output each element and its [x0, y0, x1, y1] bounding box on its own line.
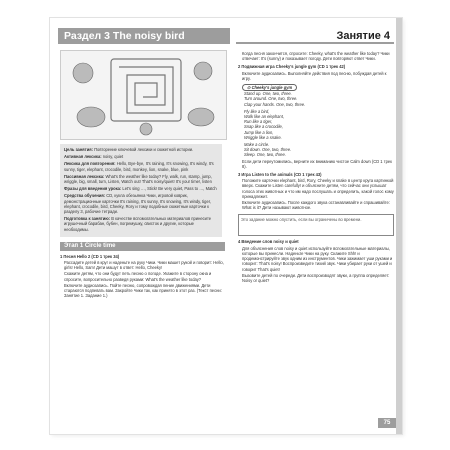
page-number: 75	[378, 418, 396, 428]
section-1-title: 1 Песня Hello 2 (CD 1 трек 34)	[60, 253, 120, 259]
intro-phrases-label: Фразы для введения урока:	[64, 186, 122, 192]
active-vocab-text: noisy, quiet	[102, 154, 124, 160]
active-vocab-label: Активная лексика:	[64, 154, 102, 160]
song-line: Stand up. One, two, three.	[244, 91, 292, 97]
preparation-label: Подготовка к занятию:	[64, 216, 111, 222]
song-lyrics	[244, 91, 394, 157]
review-vocab-label: Лексика для повторения:	[64, 161, 116, 167]
song-line: Sleep. One, two, three.	[244, 152, 286, 158]
stage-title: Этап 1 Circle time	[60, 242, 225, 251]
section-2-title: 2 Подвижная игра Cheeky's jungle gym (CD 1 трек 42)	[238, 64, 346, 70]
list-item: Скажите детям, что они будут петь песню о погоде. Укажите в сторону окна и спросите, вопросительно разведя руками: What's the weather like today?	[64, 271, 212, 282]
lesson-title: Занятие 4	[236, 28, 394, 44]
song-line: Fly like a bird,	[244, 108, 270, 114]
intro-phrases-text: Let's sing …, Stick! Be very quiet, Pass to …, Match	[122, 186, 217, 192]
song-line: Snap like a crocodile,	[244, 124, 283, 130]
list-item: Включите аудиозапись. После каждого звука останавливайте и спрашивайте: What is it? Дети называют животное.	[242, 200, 390, 211]
goal-text: Повторение ключевой лексики и сюжетной истории.	[94, 147, 194, 152]
list-item: Включите аудиозапись. Выполняйте действия под песню, побуждая детей к игру.	[242, 70, 387, 81]
cd-icon: ⊙	[247, 85, 251, 91]
list-item: Вызовите детей по очереди. Дети воспроизводят звуки, а группа определяет: Noisy or quiet?	[242, 272, 390, 283]
teacher-note-box: Это задание можно опустить, если вы ограничены во времени.	[238, 214, 394, 236]
right-column	[238, 50, 394, 284]
song-title	[242, 84, 297, 91]
maze-illustration	[60, 50, 227, 140]
materials-text: CD, кукла обезьянка Чики, игровой коврик, демонстрационные карточки It's raining, It's sunny, It's snowing, It's windy, tiger, elephant, crocodile, bird, Cheeky, Rory и тому подобные сюжетные карточки к разделу 3, рабочие тетради.	[64, 193, 212, 215]
materials-label: Средства обучения:	[64, 193, 106, 199]
passive-vocab-label: Пассивная лексика:	[64, 173, 105, 179]
list-item: Рассадите детей в круг и наденьте на руку Чики. Чики машет рукой и говорит: Hello, girls! Hello, Sam! Дети машут в ответ: Hello, Cheeky!	[64, 260, 224, 271]
section-3-title: 3 Игра Listen to the animals (CD 1 трек 43)	[238, 172, 322, 178]
page-edge-stripe	[396, 18, 402, 434]
song-line: Jump like a lion,	[244, 129, 274, 135]
unit-title: Раздел 3 The noisy bird	[58, 28, 230, 44]
song-line: Clap your hands. One, two, three.	[244, 101, 306, 107]
review-vocab-text: Hello, Bye-bye, It's raining, It's snowing, It's windy, It's sunny, tiger, elephant, crocodile, bird, monkey, lion, snake, blue, pink	[64, 161, 214, 172]
lesson-info-box	[60, 144, 222, 237]
maze-icon	[61, 51, 226, 139]
song-line: Turn around. One, two, three.	[244, 96, 298, 102]
list-item: Включите аудиозапись. Пойте песню, сопровождая пение движениями. Дети стараются подпевать вам. Закройте Чики так, как принято в этот раз. (Текст песни: Занятие 1. Задание 1.)	[64, 282, 222, 299]
left-column	[60, 50, 230, 299]
list-item: Положите карточки elephant, bird, Rory, Cheeky и snake в центр круга картинкой вверх. Скажите Listen carefully! и объясните детям, что сейчас они услышат голоса этих животных и что им надо послушать и определить, какой голос кому принадлежит.	[242, 178, 394, 199]
song-line: Make a circle.	[244, 142, 270, 148]
list-item: Когда песня закончится, спросите: Cheeky, what's the weather like today? Чики отвечает: It's (sunny) и показывает погоду. Дети повторяют ответ Чики.	[242, 51, 390, 62]
goal-label: Цель занятия:	[64, 147, 93, 152]
passive-vocab-text: What's the weather like today? Fly, walk, run, stamp, jump, wriggle, big, small, turn, Listen, Watch out! That's noisy/quiet! It's your time!, listen	[64, 173, 212, 185]
song-line: Walk like an elephant,	[244, 114, 284, 120]
song-line: Run like a tiger,	[244, 119, 273, 125]
song-line: Sit down. One, two, three.	[244, 147, 292, 153]
song-title-text: Cheeky's jungle gym	[251, 85, 293, 91]
section-4-title: 4 Введение слов noisy и quiet	[238, 239, 299, 245]
list-item: Для объяснения слов noisy и quiet используйте вспомогательные материалы, которые вы принесли. Наденьте Чики на руку. Скажите Shh! и продемонстрируйте звук одним из инструментов. Чики зажимает уши руками и говорит: That's noisy! Воспроизведите тихий звук. Чики убирает руки от ушей и говорит That's quiet!	[242, 245, 393, 272]
textbook-page	[50, 18, 402, 434]
list-item: Если дети переутомились, верните их вниманию чистое Calm down (CD 1 трек 8).	[242, 158, 392, 169]
song-line: Wriggle like a snake.	[244, 134, 282, 140]
preparation-text: В качестве вспомогательных материалов принесите игрушечный барабан, бубен, погремушку, свисток и другие, которые необходимы.	[64, 216, 212, 232]
